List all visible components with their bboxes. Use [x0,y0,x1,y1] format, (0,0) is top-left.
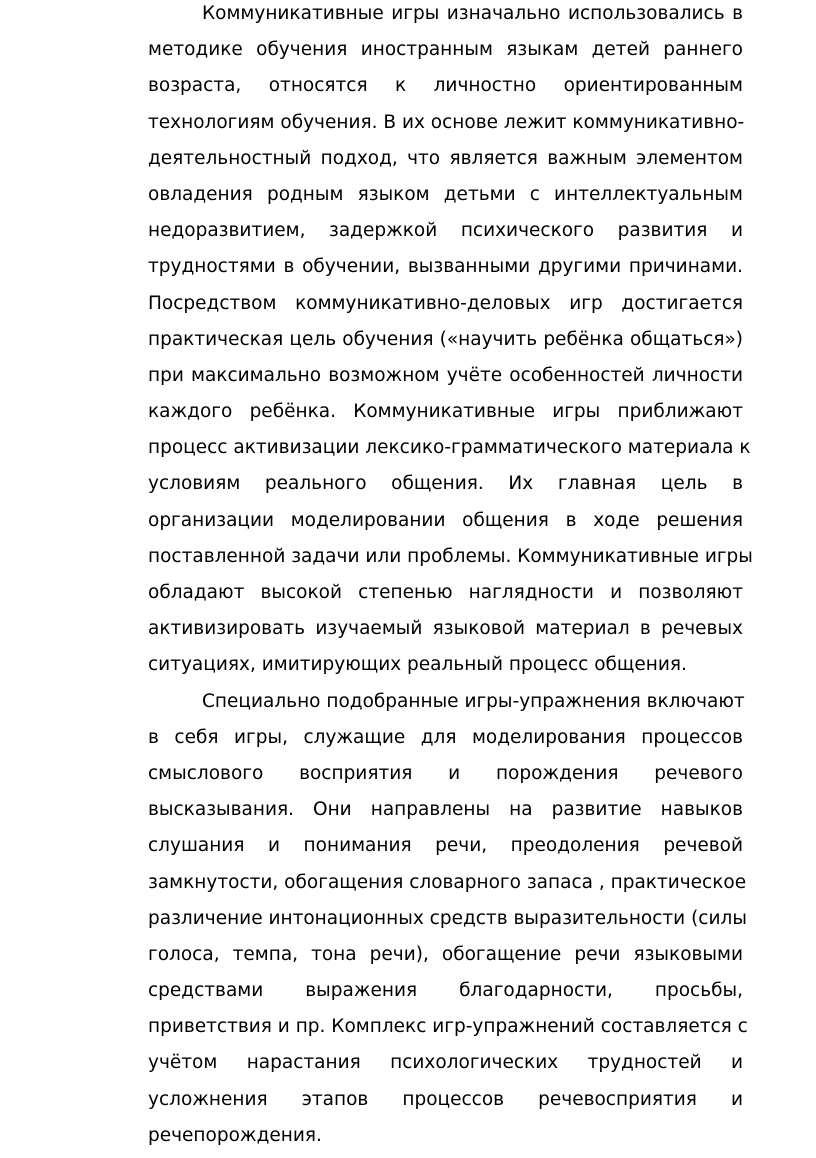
text-line: процесс активизации лексико-грамматического материала к [148,437,751,459]
text-line: Специально подобранные игры-упражнения включают [202,690,745,712]
text-line: поставленной задачи или проблемы. Коммуникативные игры [148,545,753,567]
text-line: в себя игры, служащие для моделирования процессов [148,726,743,748]
text-line: голоса, темпа, тона речи), обогащение речи языковыми [148,943,743,965]
text-line: Коммуникативные игры изначально использовались в [202,3,743,24]
text-line: усложнения этапов процессов речевосприятия и [148,1088,743,1110]
text-line: активизировать изучаемый языковой материал в речевых [148,618,743,640]
paragraph-communicative-games [148,0,753,684]
document-page [148,0,753,1154]
text-line: деятельностный подход, что является важным элементом [148,147,743,169]
text-line: средствами выражения благодарности, просьбы, [148,980,743,1002]
paragraph-exercise-games [148,684,748,1154]
text-line: смыслового восприятия и порождения речевого [148,762,743,784]
text-line: при максимально возможном учёте особенностей личности [148,364,743,386]
text-line: каждого ребёнка. Коммуникативные игры приближают [148,401,743,423]
text-line: Посредством коммуникативно-деловых игр достигается [148,292,743,314]
text-line: возраста, относятся к личностно ориентированным [148,75,743,97]
text-line: недоразвитием, задержкой психического развития и [148,220,743,242]
text-line: трудностями в обучении, вызванными другими причинами. [148,256,743,278]
text-line: методике обучения иностранным языкам детей раннего [148,39,743,61]
text-line: учётом нарастания психологических трудностей и [148,1052,743,1074]
text-line: речепорождения. [148,1124,322,1146]
text-line: обладают высокой степенью наглядности и позволяют [148,582,743,603]
text-line: приветствия и пр. Комплекс игр-упражнений составляется с [148,1016,748,1038]
text-line: организации моделировании общения в ходе решения [148,509,743,531]
text-line: высказывания. Они направлены на развитие навыков [148,799,743,821]
text-line: различение интонационных средств выразительности (силы [148,907,747,929]
text-line: технологиям обучения. В их основе лежит коммуникативно- [148,111,745,133]
text-line: условиям реального общения. Их главная цель в [148,473,743,495]
text-line: практическая цель обучения («научить ребёнка общаться») [148,328,743,350]
text-line: ситуациях, имитирующих реальный процесс общения. [148,654,687,676]
text-line: замкнутости, обогащения словарного запаса , практическое [148,871,747,893]
text-line: слушания и понимания речи, преодоления речевой [148,835,743,857]
text-line: овладения родным языком детьми с интеллектуальным [148,183,743,205]
